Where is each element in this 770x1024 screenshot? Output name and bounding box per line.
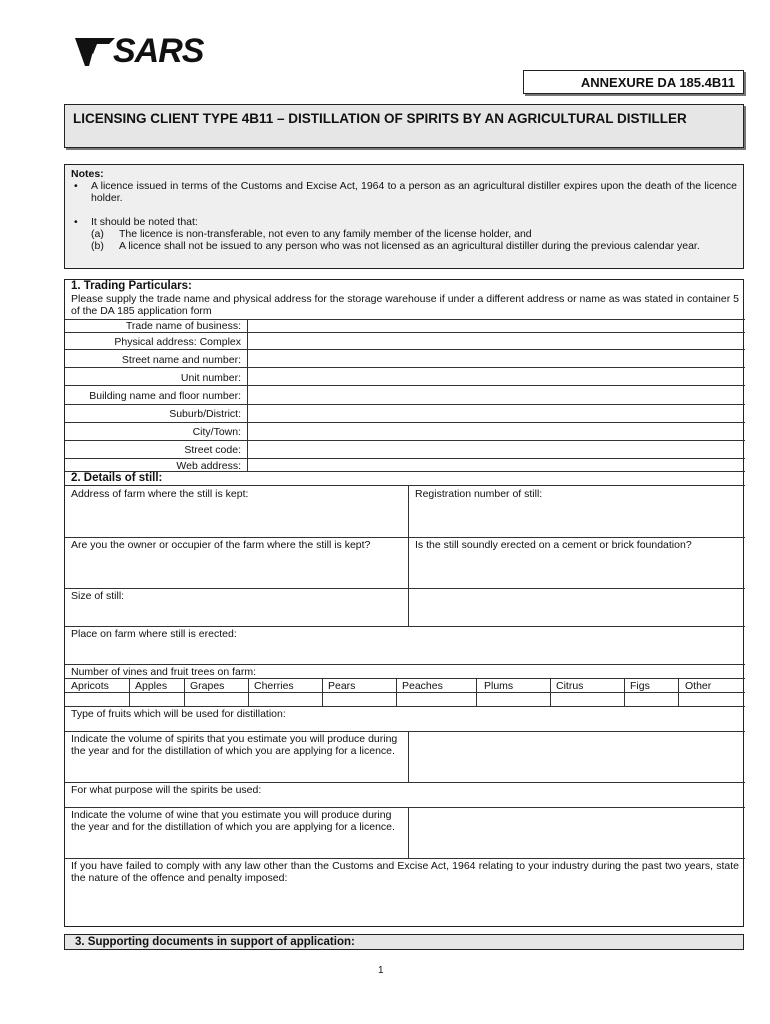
purpose-label: For what purpose will the spirits be used:	[71, 784, 262, 796]
section3-heading: 3. Supporting documents in support of application:	[64, 934, 744, 950]
volume-wine-label: Indicate the volume of wine that you estimate you will produce during the year and for the distillation of which you are applying for a licence.	[71, 809, 395, 833]
fruit-col-cherries: Cherries	[254, 680, 294, 692]
divider	[65, 858, 745, 859]
divider	[65, 664, 745, 665]
city-input[interactable]	[248, 423, 745, 440]
divider	[65, 626, 745, 627]
field-label-unit-number: Unit number:	[180, 372, 241, 384]
fruit-col-apricots: Apricots	[71, 680, 109, 692]
section1-intro: Please supply the trade name and physical address for the storage warehouse if under a different address or name as was stated in container 5 of the DA 185 application form	[71, 293, 739, 317]
divider	[65, 471, 745, 472]
notes-sub-a-text: The licence is non-transferable, not even to any family member of the license holder, and	[119, 228, 532, 240]
fruit-col-pears: Pears	[328, 680, 356, 692]
fruit-col-grapes: Grapes	[190, 680, 225, 692]
fruit-col-plums: Plums	[484, 680, 514, 692]
field-label-building: Building name and floor number:	[89, 390, 241, 402]
sars-logo-mark	[75, 32, 115, 72]
registration-label: Registration number of still:	[415, 488, 543, 500]
notes-box	[64, 164, 744, 269]
fruit-type-label: Type of fruits which will be used for distillation:	[71, 708, 286, 720]
fruit-count-row[interactable]	[66, 693, 744, 706]
application-form	[64, 279, 744, 927]
field-label-web-address: Web address:	[176, 460, 241, 472]
field-label-trade-name: Trade name of business:	[125, 320, 241, 332]
field-label-physical-address: Physical address: Complex	[114, 336, 241, 348]
notes-heading: Notes:	[71, 168, 104, 180]
physical-address-input[interactable]	[248, 333, 745, 349]
owner-label: Are you the owner or occupier of the farm where the still is kept?	[71, 539, 371, 551]
divider	[65, 537, 745, 538]
page-title: LICENSING CLIENT TYPE 4B11 – DISTILLATION OF SPIRITS BY AN AGRICULTURAL DISTILLER	[64, 104, 744, 148]
trade-name-input[interactable]	[248, 320, 745, 332]
annexure-label: ANNEXURE DA 185.4B11	[523, 70, 744, 94]
farm-address-label: Address of farm where the still is kept:	[71, 488, 249, 500]
notes-sub-b	[71, 240, 737, 252]
sars-logo-text: SARS	[113, 32, 204, 70]
volume-spirits-input[interactable]	[410, 732, 744, 781]
section2-heading: 2. Details of still:	[71, 472, 163, 484]
notes-sub-a-key: (a)	[91, 228, 104, 240]
sars-logo	[75, 32, 245, 72]
fruit-col-apples: Apples	[135, 680, 168, 692]
street-code-input[interactable]	[248, 441, 745, 458]
divider	[408, 485, 409, 626]
field-label-suburb: Suburb/District:	[169, 408, 241, 420]
fruit-col-figs: Figs	[630, 680, 650, 692]
field-label-city: City/Town:	[192, 426, 241, 438]
page-number: 1	[378, 965, 384, 976]
volume-spirits-label: Indicate the volume of spirits that you estimate you will produce during the year and for the distillation of which you are applying for a licence.	[71, 733, 398, 757]
failed-compliance-label: If you have failed to comply with any law other than the Customs and Excise Act, 1964 relating to your industry during the past two years, state the nature of the offence and penalty imposed:	[71, 860, 739, 884]
divider	[65, 782, 745, 783]
notes-bullet-2: • It should be noted that:	[71, 216, 737, 228]
registration-input[interactable]	[410, 501, 744, 537]
notes-sub-a	[71, 228, 737, 240]
suburb-input[interactable]	[248, 405, 745, 422]
foundation-label: Is the still soundly erected on a cement or brick foundation?	[415, 539, 692, 551]
street-input[interactable]	[248, 350, 745, 367]
fruit-col-peaches: Peaches	[402, 680, 443, 692]
failed-compliance-input[interactable]	[66, 886, 744, 926]
fruit-col-other: Other	[685, 680, 712, 692]
volume-wine-input[interactable]	[410, 808, 744, 857]
size-label: Size of still:	[71, 590, 125, 602]
divider	[408, 731, 409, 782]
unit-number-input[interactable]	[248, 368, 745, 385]
notes-sub-b-key: (b)	[91, 240, 104, 252]
size-input[interactable]	[410, 589, 744, 625]
notes-sub-b-text: A licence shall not be issued to any person who was not licensed as an agricultural distiller during the previous calendar year.	[119, 240, 700, 252]
divider	[65, 706, 745, 707]
notes-bullet-1: • A licence issued in terms of the Customs and Excise Act, 1964 to a person as an agricultural distiller expires upon the death of the licence holder.	[71, 180, 737, 204]
divider	[65, 485, 745, 486]
vines-label: Number of vines and fruit trees on farm:	[71, 666, 256, 678]
divider	[408, 807, 409, 858]
divider	[65, 678, 745, 679]
web-address-input[interactable]	[248, 459, 745, 471]
building-input[interactable]	[248, 386, 745, 404]
field-label-street-code: Street code:	[184, 444, 241, 456]
place-label: Place on farm where still is erected:	[71, 628, 237, 640]
section1-heading: 1. Trading Particulars:	[71, 280, 192, 292]
farm-address-input[interactable]	[66, 501, 406, 537]
field-label-street: Street name and number:	[121, 354, 241, 366]
fruit-col-citrus: Citrus	[556, 680, 584, 692]
